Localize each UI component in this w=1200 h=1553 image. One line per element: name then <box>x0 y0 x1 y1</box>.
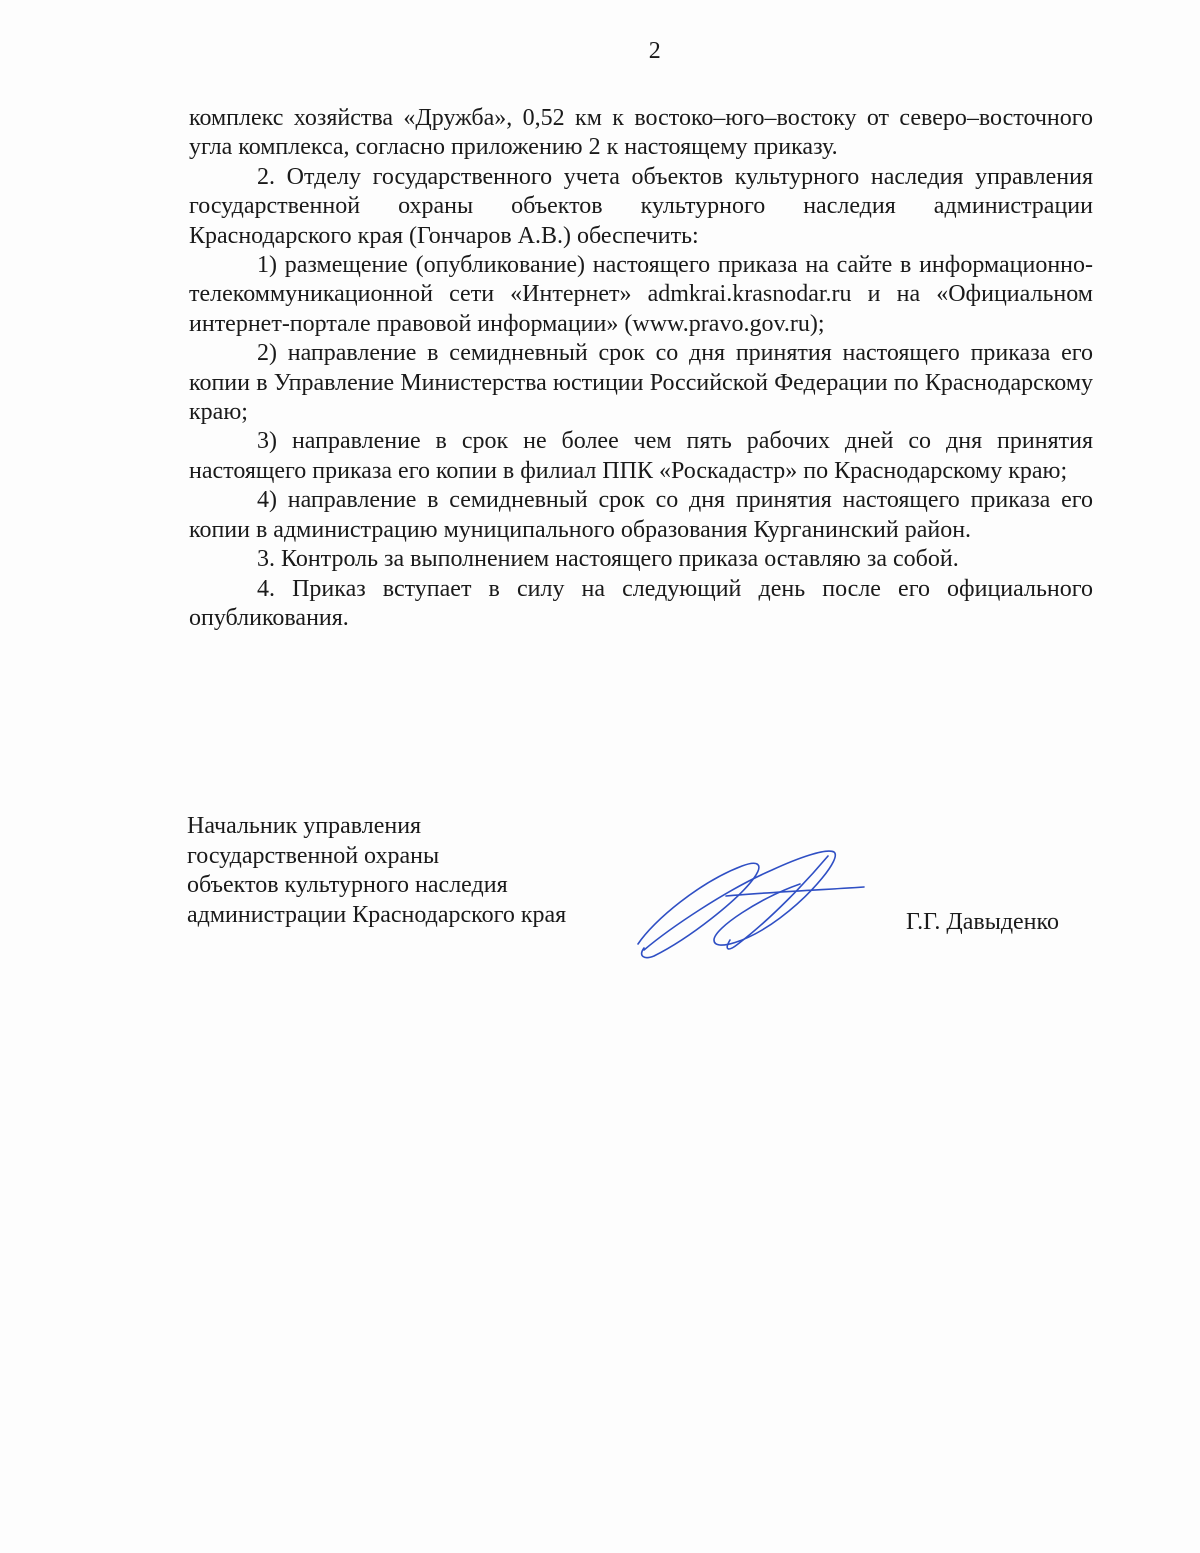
signer-title-line: государственной охраны <box>187 842 440 869</box>
paragraph-continuation: комплекс хозяйства «Дружба», 0,52 км к востоко–юго–востоку от северо–восточного угла комплекса, согласно приложению 2 к настоящему приказу. <box>189 105 1093 161</box>
handwritten-signature <box>630 840 870 965</box>
signer-title-line: Начальник управления <box>187 813 422 839</box>
paragraph-subitem-1: 1) размещение (опубликование) настоящего приказа на сайте в информационно-телекоммуникационной сети «Интернет» admkrai.krasnodar.ru и на «Официальном интернет-портале правовой информации» (www.pravo.gov.ru); <box>189 252 1093 337</box>
paragraph-subitem-2: 2) направление в семидневный срок со дня принятия настоящего приказа его копии в Управление Министерства юстиции Российской Федерации по Краснодарскому краю; <box>189 340 1093 426</box>
signer-title-line: объектов культурного наследия <box>187 872 508 898</box>
document-body <box>189 104 1093 633</box>
signer-title-block <box>187 812 566 930</box>
signer-name: Г.Г. Давыденко <box>906 909 1059 935</box>
paragraph-item-3: 3. Контроль за выполнением настоящего приказа оставляю за собой. <box>257 546 959 573</box>
paragraph-subitem-3: 3) направление в срок не более чем пять рабочих дней со дня принятия настоящего приказа его копии в филиал ППК «Роскадастр» по Краснодарскому краю; <box>189 428 1093 484</box>
paragraph-item-2: 2. Отделу государственного учета объектов культурного наследия управления государственной охраны объектов культурного наследия администрации Краснодарского края (Гончаров А.В.) обеспечить: <box>189 163 1093 249</box>
paragraph-item-4: 4. Приказ вступает в силу на следующий день после его официального опубликования. <box>189 575 1093 631</box>
page-number: 2 <box>648 38 662 64</box>
signer-title-line: администрации Краснодарского края <box>187 901 567 928</box>
paragraph-subitem-4: 4) направление в семидневный срок со дня принятия настоящего приказа его копии в администрацию муниципального образования Курганинский район. <box>189 487 1093 543</box>
